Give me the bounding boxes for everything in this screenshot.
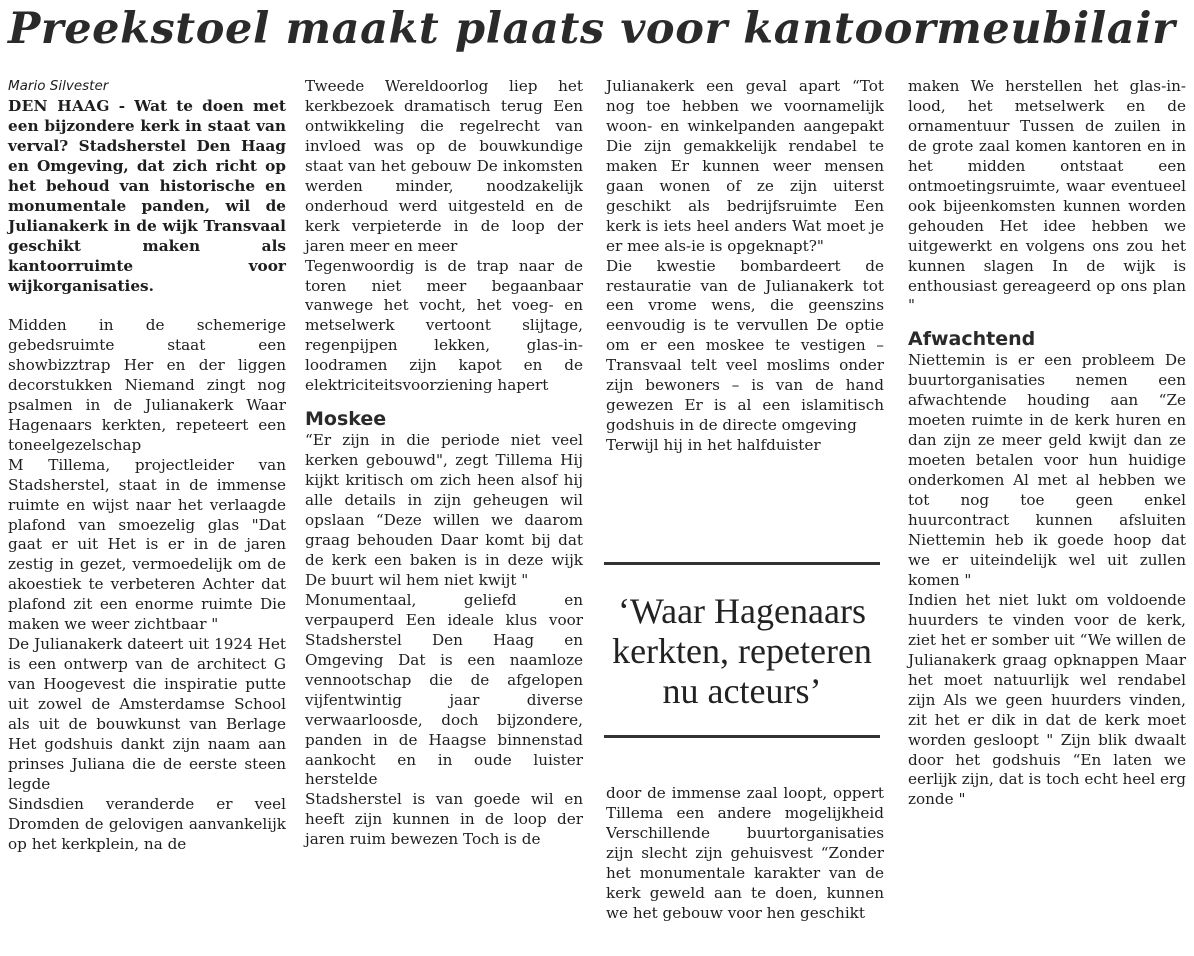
article-column-3 bbox=[606, 77, 884, 456]
body-paragraph: Midden in de schemerige gebedsruimte staat een showbizztrap Her en der liggen decorstukken Niemand zingt nog psalmen in de Julianakerk Waar Hagenaars kerkten, repeteert een toneelgezelschap bbox=[8, 316, 286, 454]
article-column-1 bbox=[8, 77, 286, 855]
pull-quote bbox=[600, 562, 884, 740]
body-paragraph: Sindsdien veranderde er veel Dromden de gelovigen aanvankelijk op het kerkplein, na de bbox=[8, 794, 286, 853]
body-paragraph: Tweede Wereldoorlog liep het kerkbezoek dramatisch terug Een ontwikkeling die regelrecht van invloed was op de bouwkundige staat van het gebouw De inkomsten werden minder, noodzakelijk onderhoud werd uitgesteld en de kerk verpieterde in de loop der jaren meer en meer bbox=[305, 77, 583, 255]
article-column-2 bbox=[305, 77, 583, 850]
body-paragraph: Stadsherstel is van goede wil en heeft zijn kunnen in de loop der jaren ruim bewezen Toch is de bbox=[305, 790, 583, 849]
body-paragraph: “Er zijn in die periode niet veel kerken gebouwd", zegt Tillema Hij kijkt kritisch om zich heen alsof hij alle details in zijn geheugen wil opslaan “Deze willen we daarom graag behouden Daar komt bij dat de kerk een baken is in deze wijk De buurt wil hem niet kwijt " bbox=[305, 431, 583, 589]
body-paragraph: Niettemin is er een probleem De buurtorganisaties nemen een afwachtende houding aan “Ze moeten ruimte in de kerk huren en dan zijn ze meer geld kwijt dan ze moeten betalen voor hun huidige onderkomen Al met al hebben we tot nog toe geen enkel huurcontract kunnen afsluiten Niettemin heb ik goede hoop dat we er uiteindelijk wel uit zullen komen " bbox=[908, 351, 1186, 589]
subheading-moskee: Moskee bbox=[305, 408, 387, 431]
body-paragraph: Tegenwoordig is de trap naar de toren niet meer begaanbaar vanwege het vocht, het voeg- en metselwerk vertoont slijtage, regenpijpen lekken, glas-in-loodramen zijn kapot en de elektriciteitsvoorziening hapert bbox=[305, 256, 583, 395]
body-paragraph: De Julianakerk dateert uit 1924 Het is een ontwerp van de architect G van Hoogevest die inspiratie putte uit zowel de Amsterdamse School als uit de bouwkunst van Berlage Het godshuis dankt zijn naam aan prinses Juliana die de eerste steen legde bbox=[8, 635, 286, 793]
body-paragraph: maken We herstellen het glas-in-lood, het metselwerk en de ornamentuur Tussen de zuilen in de grote zaal komen kantoren en in het midden ontstaat een ontmoetingsruimte, waar eventueel ook bijeenkomsten kunnen worden gehouden Het idee hebben we uitgewerkt en volgens ons zou het kunnen slagen In de wijk is enthousiast gereageerd op ons plan " bbox=[908, 77, 1186, 315]
body-paragraph: door de immense zaal loopt, oppert Tillema een andere mogelijkheid Verschillende buurtorganisaties zijn slecht zijn gehuisvest “Zonder het monumentale karakter van de kerk geweld aan te doen, kunnen we het gebouw voor hen geschikt bbox=[606, 784, 884, 922]
article-column-3-continued bbox=[606, 783, 884, 923]
body-paragraph: Terwijl hij in het halfduister bbox=[606, 436, 821, 455]
lead-text: - Wat te doen met een bijzondere kerk in staat van verval? Stadsherstel Den Haag en Omgeving, dat zich richt op het behoud van historische en monumentale panden, wil de Julianakerk in de wijk Transvaal geschikt maken als kantoorruimte voor wijkorganisaties. bbox=[8, 97, 286, 295]
article-column-4 bbox=[908, 77, 1186, 810]
body-paragraph: Julianakerk een geval apart “Tot nog toe hebben we voornamelijk woon- en winkelpanden aangepakt Die zijn gemakkelijk rendabel te maken Er kunnen weer mensen gaan wonen of ze zijn uiterst geschikt als bedrijfsruimte Een kerk is iets heel anders Wat moet je er mee als-ie is opgeknapt?" bbox=[606, 77, 884, 255]
body-paragraph: Monumentaal, geliefd en verpauperd Een ideale klus voor Stadsherstel Den Haag en Omgeving Dat is een naamloze vennootschap die de afgelopen vijfentwintig jaar diverse verwaarloosde, doch bijzondere, panden in de Haagse binnenstad aankocht en in oude luister herstelde bbox=[305, 590, 583, 789]
subheading-afwachtend: Afwachtend bbox=[908, 328, 1036, 351]
byline: Mario Silvester bbox=[8, 78, 109, 94]
pull-quote-bottom-rule bbox=[604, 735, 880, 738]
body-paragraph: Indien het niet lukt om voldoende huurders te vinden voor de kerk, ziet het er somber uit “We willen de Julianakerk graag opknappen Maar het moet natuurlijk wel rendabel zijn Als we geen huurders vinden, zit het er dik in dat de kerk moet worden gesloopt " Zijn blik dwaalt door het godshuis “En laten we eerlijk zijn, dat is toch echt heel erg zonde " bbox=[908, 590, 1186, 809]
pull-quote-text: ‘Waar Hagenaars kerkten, repeteren nu acteurs’ bbox=[612, 591, 872, 711]
body-paragraph: Die kwestie bombardeert de restauratie van de Julianakerk tot een vrome wens, die geenszins eenvoudig is te vervullen De optie om er een moskee te vestigen – Transvaal telt veel moslims onder zijn bewoners – is van de hand gewezen Er is al een islamitisch godshuis in de directe omgeving bbox=[606, 256, 884, 435]
dateline: DEN HAAG bbox=[8, 97, 110, 115]
lead-paragraph bbox=[8, 96, 286, 296]
article-headline: Preekstoel maakt plaats voor kantoormeubilair bbox=[8, 4, 1176, 54]
body-paragraph: M Tillema, projectleider van Stadsherstel, staat in de immense ruimte en wijst naar het verlaagde plafond van smoezelig glas "Dat gaat er uit Het is er in de jaren zestig in gezet, vermoedelijk om de akoestiek te verbeteren Achter dat plafond zit een enorme ruimte Die maken we weer zichtbaar " bbox=[8, 455, 286, 634]
